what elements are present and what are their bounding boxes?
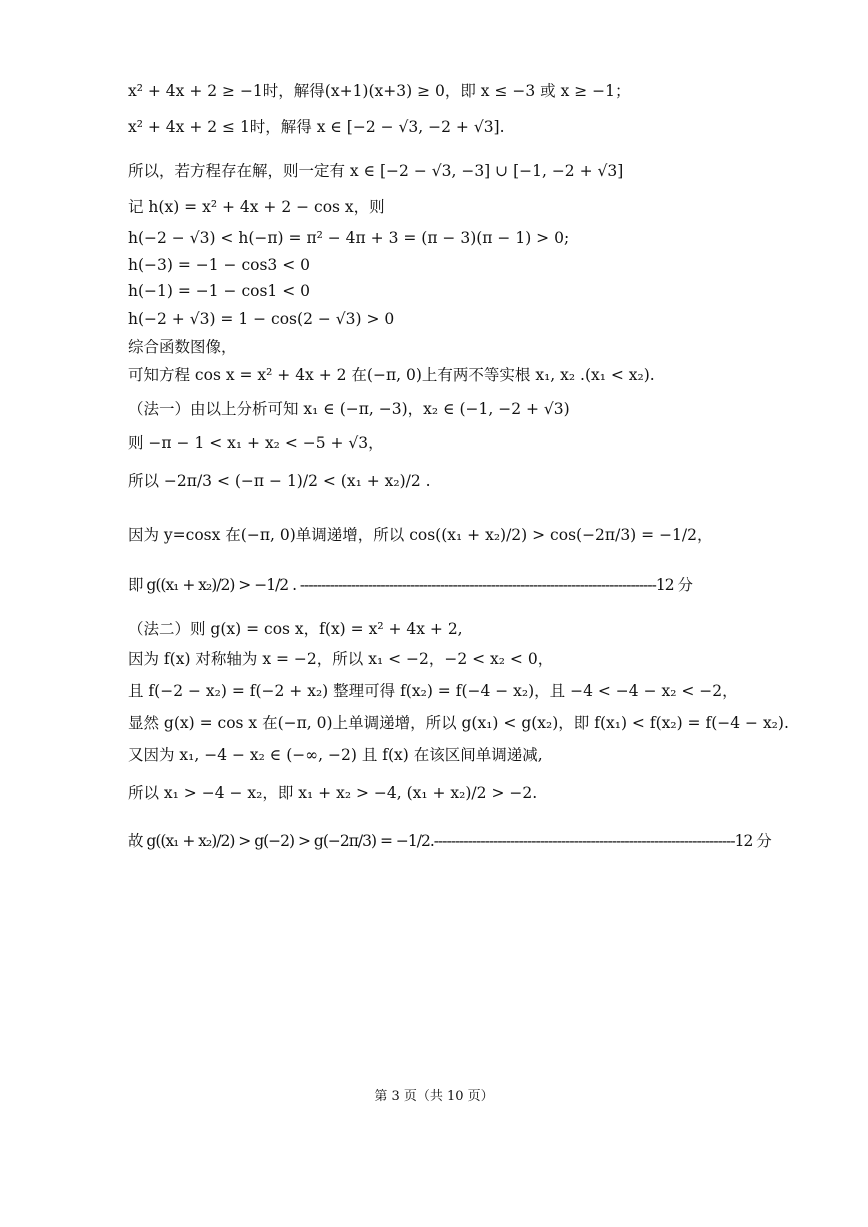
line-13: 所以 −2π/3 < (−π − 1)/2 < (x₁ + x₂)/2 . — [128, 472, 431, 490]
line-6: h(−3) = −1 − cos3 < 0 — [128, 256, 310, 274]
line-10: 可知方程 cos x = x² + 4x + 2 在(−π, 0)上有两不等实根 x₁, x₂ .(x₁ < x₂). — [128, 366, 655, 384]
line-18: 且 f(−2 − x₂) = f(−2 + x₂) 整理可得 f(x₂) = f(−4 − x₂)，且 −4 < −4 − x₂ < −2， — [128, 682, 738, 700]
line-17: 因为 f(x) 对称轴为 x = −2，所以 x₁ < −2，−2 < x₂ < 0， — [128, 650, 554, 668]
line-20: 又因为 x₁, −4 − x₂ ∈ (−∞, −2) 且 f(x) 在该区间单调递减, — [128, 746, 543, 764]
line-14: 因为 y=cosx 在(−π, 0)单调递增，所以 cos((x₁ + x₂)/2) > cos(−2π/3) = −1/2， — [128, 526, 713, 544]
line-1: x² + 4x + 2 ≥ −1时，解得(x+1)(x+3) ≥ 0，即 x ≤ −3 或 x ≥ −1； — [128, 82, 631, 100]
line-19: 显然 g(x) = cos x 在(−π, 0)上单调递增，所以 g(x₁) < g(x₂)，即 f(x₁) < f(x₂) = f(−4 − x₂). — [128, 714, 789, 732]
line-7: h(−1) = −1 − cos1 < 0 — [128, 282, 310, 300]
line-12: 则 −π − 1 < x₁ + x₂ < −5 + √3， — [128, 434, 384, 452]
line-9: 综合函数图像， — [128, 338, 237, 356]
line-8: h(−2 + √3) = 1 − cos(2 − √3) > 0 — [128, 310, 395, 328]
line-11: （法一）由以上分析可知 x₁ ∈ (−π, −3)，x₂ ∈ (−1, −2 + √3) — [128, 400, 570, 418]
line-5: h(−2 − √3) < h(−π) = π² − 4π + 3 = (π − 3)(π − 1) > 0; — [128, 229, 570, 247]
line-22: 故 g((x₁ + x₂)/2) > g(−2) > g(−2π/3) = −1/2.-----------------------------------------------------------------------12 分 — [128, 832, 771, 850]
line-21: 所以 x₁ > −4 − x₂，即 x₁ + x₂ > −4, (x₁ + x₂)/2 > −2. — [128, 784, 538, 802]
page-footer: 第 3 页（共 10 页） — [374, 1089, 494, 1104]
line-4: 记 h(x) = x² + 4x + 2 − cos x，则 — [128, 198, 385, 216]
line-2: x² + 4x + 2 ≤ 1时，解得 x ∈ [−2 − √3, −2 + √3]. — [128, 118, 505, 136]
line-16: （法二）则 g(x) = cos x，f(x) = x² + 4x + 2, — [128, 620, 463, 638]
line-15: 即 g((x₁ + x₂)/2) > −1/2 . ------------------------------------------------------------------------------------12 分 — [128, 576, 693, 594]
line-3: 所以，若方程存在解，则一定有 x ∈ [−2 − √3, −3] ∪ [−1, −2 + √3] — [128, 162, 624, 180]
